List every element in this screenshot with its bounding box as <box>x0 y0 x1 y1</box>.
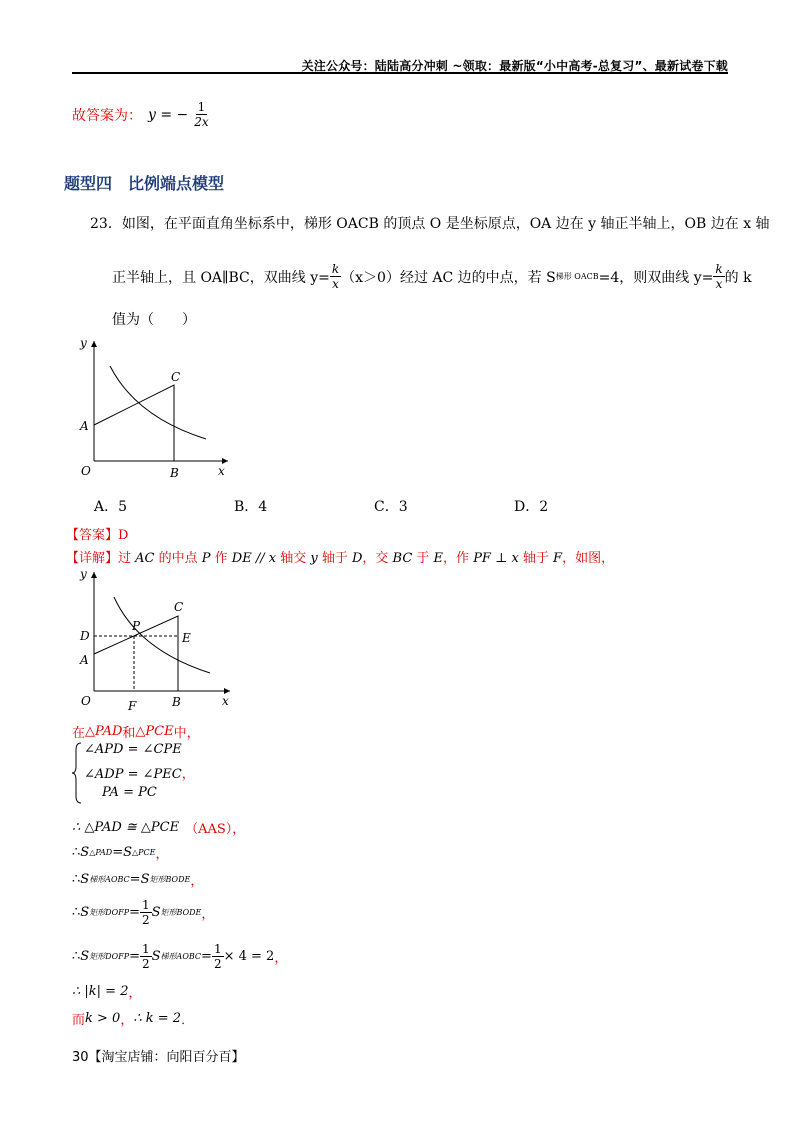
math-equals: = <box>129 905 140 920</box>
math-d: D <box>351 551 363 566</box>
math-k-value: ∴ k = 2 <box>133 1011 182 1026</box>
math-s: S <box>80 949 90 964</box>
label-y: y <box>80 567 87 581</box>
condition-1: ∠APD = ∠CPE <box>84 742 182 757</box>
math-abs-k: ∴ |k| = 2 <box>72 984 129 999</box>
label-A: A <box>80 653 89 667</box>
proof-text: 而 <box>72 1013 86 1028</box>
label-D: D <box>80 629 90 643</box>
proof-text: （AAS）， <box>185 822 246 837</box>
fraction-denominator: 2 <box>213 957 222 971</box>
label-O: O <box>81 694 91 708</box>
math-s: S <box>151 949 161 964</box>
math-s: S <box>80 905 90 920</box>
label-x: x <box>218 464 225 478</box>
option-d: D．2 <box>514 499 549 515</box>
question-text-2d: 的 k <box>724 269 752 286</box>
y-axis-arrow <box>91 572 97 578</box>
proof-step-5 <box>72 942 287 971</box>
detail-text: ，交 <box>362 551 393 566</box>
detail-text: 轴于 <box>518 551 554 566</box>
label-C: C <box>174 600 184 614</box>
math-subscript: △PAD <box>89 848 113 857</box>
label-O: O <box>81 464 91 478</box>
fraction-half <box>140 942 152 971</box>
math-e: E <box>433 551 444 566</box>
proof-text: 在 <box>72 726 86 741</box>
hyperbola-denominator-2: x <box>715 277 723 291</box>
proof-step-3 <box>72 870 203 889</box>
previous-answer <box>72 100 209 129</box>
section-title: 题型四 比例端点模型 <box>64 174 225 193</box>
question-line-1 <box>90 213 770 233</box>
math-s: S <box>151 905 161 920</box>
math-pf: PF ⊥ x <box>473 551 519 566</box>
question-text-2b: （x＞0）经过 AC 边的中点，若 S <box>341 269 556 286</box>
question-text-2a: 正半轴上，且 OA∥BC，双曲线 y= <box>112 269 330 286</box>
question-text-1: 如图，在平面直角坐标系中，梯形 OACB 的顶点 O 是坐标原点，OA 边在 y 轴正半轴上，OB 边在 x 轴 <box>121 216 770 232</box>
figure-2 <box>76 566 236 716</box>
question-text-2c: =4，则双曲线 y= <box>598 269 714 286</box>
hyperbola-fraction-1 <box>330 262 341 291</box>
label-B: B <box>172 695 181 709</box>
previous-answer-fraction <box>194 100 208 129</box>
detail-text: ，如图， <box>562 551 615 566</box>
option-b: B．4 <box>234 499 268 515</box>
math-s: S <box>80 845 90 860</box>
option-c: C．3 <box>374 499 408 515</box>
condition-3: PA = PC <box>102 785 157 800</box>
math-equals: = <box>201 949 212 964</box>
condition-2-row <box>84 763 195 782</box>
math-y: y <box>310 551 318 566</box>
detail-text: 轴于 <box>317 551 352 566</box>
trapezoid-subscript: 梯形 OACB <box>555 272 599 281</box>
math-congruence: ∴ △PAD ≅ △PCE <box>72 820 180 835</box>
detail-text: ，作 <box>443 551 474 566</box>
question-number: 23． <box>90 216 122 232</box>
proof-step-7 <box>72 1009 194 1028</box>
header-rule <box>72 72 728 74</box>
question-line-2 <box>112 262 752 291</box>
answer-options <box>94 496 654 516</box>
label-P: P <box>132 619 141 633</box>
condition-brace <box>72 742 272 804</box>
hyperbola-fraction-2 <box>713 262 724 291</box>
math-ac: AC <box>135 551 155 566</box>
math-triangle-pce: △PCE <box>135 724 174 739</box>
detail-text: 的中点 <box>154 551 202 566</box>
y-axis-arrow <box>91 341 97 347</box>
label-B: B <box>170 466 179 480</box>
math-subscript: 梯形AOBC <box>160 952 202 961</box>
math-subscript: 矩形BODE <box>160 908 202 917</box>
math-product: × 4 = 2 <box>223 949 275 964</box>
proof-step-1 <box>72 818 245 837</box>
fraction-numerator: 1 <box>213 942 222 956</box>
fraction-denominator: 2 <box>142 957 150 971</box>
label-E: E <box>182 631 191 645</box>
label-y: y <box>80 336 87 350</box>
fraction-half <box>140 898 152 927</box>
condition-2: ∠ADP = ∠PEC <box>84 767 182 782</box>
hyperbola-numerator-2: k <box>715 262 723 276</box>
detail-text: 轴交 <box>276 551 311 566</box>
label-F: F <box>128 699 137 713</box>
proof-step-4 <box>72 898 214 927</box>
therefore-symbol: ∴ <box>72 845 81 860</box>
fraction-denominator: 2 <box>142 913 150 927</box>
fraction-numerator: 1 <box>142 898 150 912</box>
math-equals: = <box>129 949 140 964</box>
math-subscript: 梯形AOBC <box>89 875 130 884</box>
fraction-numerator: 1 <box>142 942 150 956</box>
therefore-symbol: ∴ <box>72 949 81 964</box>
fraction-numerator: 1 <box>197 100 206 114</box>
proof-text: ， <box>274 951 288 966</box>
detail-text: 过 <box>118 551 136 566</box>
proof-intro <box>72 722 200 741</box>
math-equals: = <box>129 872 141 887</box>
proof-text: ． <box>181 1013 195 1028</box>
label-x: x <box>222 694 229 708</box>
math-s: S <box>140 872 150 887</box>
proof-text: ， <box>120 1013 134 1028</box>
label-A: A <box>80 419 89 433</box>
option-a: A．5 <box>94 499 128 515</box>
math-equals: = <box>112 845 124 860</box>
proof-text: ， <box>201 907 215 922</box>
math-s: S <box>123 845 132 860</box>
fraction-half <box>212 942 224 971</box>
previous-answer-lhs: y = − <box>148 106 189 123</box>
hyperbola-denominator-1: x <box>332 277 339 291</box>
proof-text: ， <box>190 874 204 889</box>
proof-text: 和 <box>122 726 136 741</box>
math-de: DE // x <box>231 551 277 566</box>
math-s: S <box>80 872 90 887</box>
answer-label: 【答案】D <box>66 528 129 543</box>
hyperbola-curve <box>114 597 210 673</box>
therefore-symbol: ∴ <box>72 905 81 920</box>
page-header: 关注公众号：陆陆高分冲刺 ~领取：最新版“小中高考-总复习”、最新试卷下载 <box>301 59 728 73</box>
math-subscript: 矩形DOFP <box>89 908 130 917</box>
label-C: C <box>171 370 181 384</box>
trapezoid-sides <box>94 385 174 461</box>
detail-text: 作 <box>210 551 232 566</box>
math-subscript: 矩形DOFP <box>89 952 130 961</box>
question-line-3: 值为（ ） <box>112 312 196 328</box>
condition-2-tail: ， <box>181 767 195 782</box>
proof-step-2 <box>72 843 169 862</box>
math-subscript: △PCE <box>132 848 156 857</box>
proof-text: 中， <box>173 726 200 741</box>
proof-text: ， <box>155 847 169 862</box>
previous-answer-label: 故答案为： <box>72 107 142 124</box>
proof-step-6 <box>72 982 141 1001</box>
math-bc: BC <box>392 551 413 566</box>
page-footer: 30【淘宝店铺：向阳百分百】 <box>72 1050 245 1065</box>
detail-line <box>66 547 614 566</box>
proof-text: ， <box>128 986 142 1001</box>
math-subscript: 矩形BODE <box>149 875 191 884</box>
hyperbola-numerator-1: k <box>331 262 340 276</box>
hyperbola-curve <box>110 366 206 439</box>
fraction-denominator: 2x <box>194 115 209 129</box>
detail-label: 【详解】 <box>66 551 119 566</box>
detail-text: 于 <box>412 551 434 566</box>
therefore-symbol: ∴ <box>72 872 81 887</box>
math-f: F <box>553 551 563 566</box>
figure-1 <box>76 335 236 480</box>
math-triangle-pad: △PAD <box>85 724 123 739</box>
math-k-positive: k > 0 <box>85 1011 121 1026</box>
left-brace <box>72 742 82 804</box>
math-p: P <box>201 551 211 566</box>
